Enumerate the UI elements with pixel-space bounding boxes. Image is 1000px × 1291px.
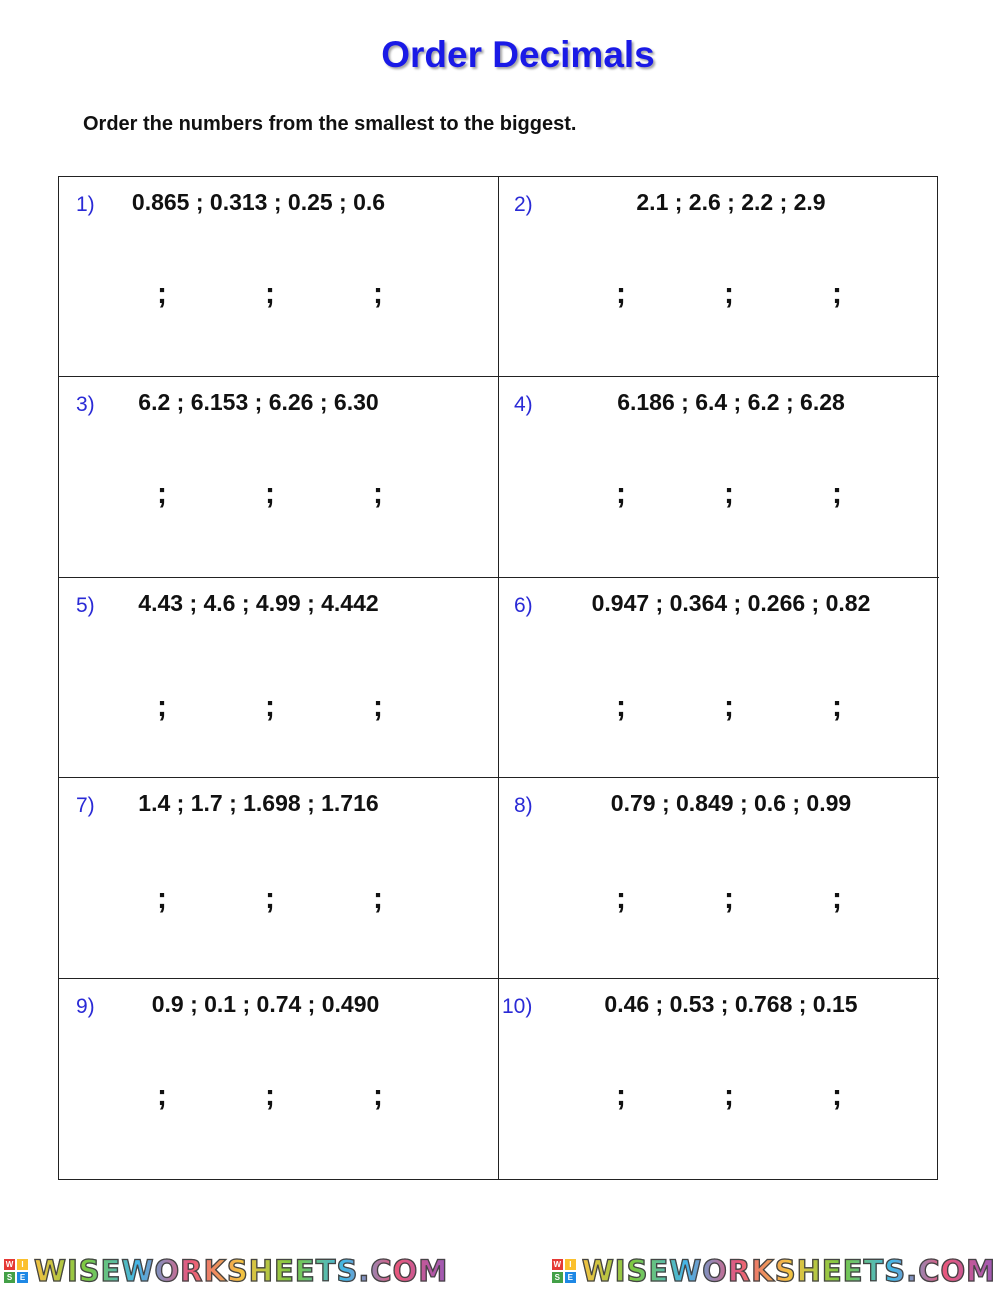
problem-cell	[59, 377, 499, 577]
answer-row[interactable]	[59, 277, 498, 317]
problem-number: 2)	[514, 193, 533, 216]
answer-row[interactable]	[499, 477, 939, 517]
answer-separator: ;	[724, 477, 734, 511]
problem-number: 6)	[514, 593, 533, 617]
logo-block: I	[565, 1259, 576, 1270]
problem-cell	[499, 177, 939, 377]
problem-number: 3)	[76, 393, 95, 417]
answer-separator: ;	[265, 882, 275, 916]
answer-separator: ;	[832, 1078, 842, 1112]
answer-separator: ;	[373, 1078, 383, 1112]
brand-name: WISEWORKSHEETS.COM	[581, 1254, 996, 1288]
problem-numbers: 0.9 ; 0.1 ; 0.74 ; 0.490	[151, 990, 380, 1017]
problem-cell	[499, 778, 939, 978]
problem-numbers: 4.43 ; 4.6 ; 4.99 ; 4.442	[138, 589, 379, 616]
problem-cell	[59, 578, 499, 778]
problem-number: 4)	[514, 393, 533, 417]
answer-separator: ;	[724, 277, 734, 310]
logo-block: I	[17, 1259, 28, 1270]
answer-separator: ;	[616, 277, 626, 310]
problem-numbers: 6.186 ; 6.4 ; 6.2 ; 6.28	[617, 389, 845, 416]
problem-numbers: 0.79 ; 0.849 ; 0.6 ; 0.99	[610, 790, 852, 817]
answer-separator: ;	[157, 689, 167, 723]
problem-number: 8)	[514, 794, 533, 818]
problem-cell	[59, 177, 499, 377]
problem-numbers: 1.4 ; 1.7 ; 1.698 ; 1.716	[138, 790, 379, 817]
logo-blocks-icon	[4, 1259, 28, 1283]
brand-logo	[552, 1254, 996, 1288]
problem-cell	[499, 578, 939, 778]
answer-separator: ;	[157, 882, 167, 916]
answer-separator: ;	[373, 882, 383, 916]
answer-separator: ;	[265, 689, 275, 723]
answer-separator: ;	[616, 689, 626, 723]
problem-cell	[59, 979, 499, 1179]
problem-number: 1)	[76, 193, 95, 216]
answer-separator: ;	[832, 477, 842, 511]
problem-numbers: 2.1 ; 2.6 ; 2.2 ; 2.9	[636, 189, 826, 215]
answer-separator: ;	[616, 477, 626, 511]
problem-grid	[58, 176, 938, 1180]
logo-block: W	[553, 1260, 562, 1269]
problem-numbers: 0.46 ; 0.53 ; 0.768 ; 0.15	[604, 990, 858, 1017]
answer-separator: ;	[265, 277, 275, 310]
answer-separator: ;	[616, 882, 626, 916]
problem-number: 10)	[502, 994, 533, 1018]
answer-separator: ;	[157, 1078, 167, 1112]
answer-row[interactable]	[59, 1079, 498, 1119]
answer-separator: ;	[373, 277, 383, 310]
problem-cell	[499, 979, 939, 1179]
instruction-text: Order the numbers from the smallest to the biggest.	[83, 113, 577, 135]
answer-row[interactable]	[59, 477, 498, 517]
logo-block: W	[5, 1260, 14, 1269]
answer-separator: ;	[724, 1078, 734, 1112]
problem-numbers: 6.2 ; 6.153 ; 6.26 ; 6.30	[138, 389, 379, 416]
answer-separator: ;	[373, 477, 383, 511]
answer-separator: ;	[157, 477, 167, 511]
logo-block: S	[4, 1272, 15, 1283]
footer-watermark	[0, 1254, 1000, 1288]
answer-separator: ;	[157, 277, 167, 310]
problem-numbers: 0.865 ; 0.313 ; 0.25 ; 0.6	[131, 189, 386, 215]
answer-separator: ;	[832, 882, 842, 916]
problem-number: 7)	[76, 794, 95, 818]
brand-name: WISEWORKSHEETS.COM	[34, 1254, 449, 1288]
answer-separator: ;	[724, 689, 734, 723]
answer-row[interactable]	[499, 882, 939, 922]
answer-row[interactable]	[499, 277, 939, 317]
answer-separator: ;	[616, 1078, 626, 1112]
answer-separator: ;	[373, 689, 383, 723]
logo-block: S	[552, 1272, 563, 1283]
answer-separator: ;	[724, 882, 734, 916]
answer-separator: ;	[265, 477, 275, 511]
answer-row[interactable]	[499, 690, 939, 730]
logo-blocks-icon	[552, 1259, 576, 1283]
answer-row[interactable]	[59, 690, 498, 730]
answer-separator: ;	[832, 277, 842, 310]
brand-logo	[4, 1254, 448, 1288]
answer-row[interactable]	[499, 1079, 939, 1119]
problem-number: 9)	[76, 994, 95, 1018]
problem-cell	[499, 377, 939, 577]
answer-separator: ;	[265, 1078, 275, 1112]
problem-cell	[59, 778, 499, 978]
page-title: Order Decimals	[381, 34, 655, 75]
problem-number: 5)	[76, 593, 95, 617]
logo-block: E	[565, 1272, 576, 1283]
answer-row[interactable]	[59, 882, 498, 922]
logo-block: E	[17, 1272, 28, 1283]
problem-numbers: 0.947 ; 0.364 ; 0.266 ; 0.82	[591, 589, 871, 616]
answer-separator: ;	[832, 689, 842, 723]
